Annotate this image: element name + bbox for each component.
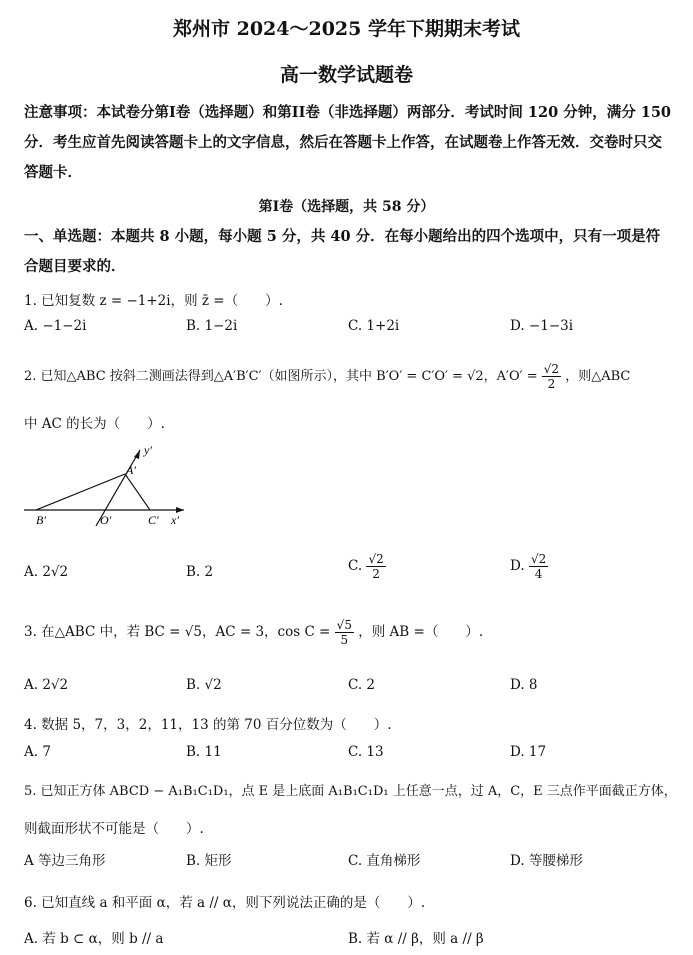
label-a: A′ xyxy=(126,463,136,477)
q2-oblique-figure xyxy=(24,440,194,530)
segment-b-a xyxy=(36,474,125,510)
q2-option-d-den: 4 xyxy=(534,567,543,581)
q3-option-a[interactable]: A. 2√2 xyxy=(24,677,69,693)
exam-title: 郑州市 2024～2025 学年下期期末考试 xyxy=(173,18,520,40)
q1-option-c[interactable]: C. 1+2i xyxy=(348,318,400,334)
q4-option-a[interactable]: A. 7 xyxy=(24,744,51,760)
label-c: C′ xyxy=(148,513,159,527)
label-b: B′ xyxy=(36,513,46,527)
q2-stem-part-a: 2. 已知△ABC 按斜二测画法得到△A′B′C′（如图所示），其中 B′O′ = C′O′ = √2，A′O′ = xyxy=(24,369,538,384)
question-4-stem: 4. 数据 5，7，3，2，11，13 的第 70 百分位数为（ ）. xyxy=(24,717,392,733)
q2-option-d[interactable] xyxy=(510,552,548,581)
q2-stem-part-b: ，则△ABC xyxy=(565,369,631,384)
q6-option-a[interactable]: A. 若 b ⊂ α，则 b // a xyxy=(24,931,164,947)
q3-stem-fraction xyxy=(335,618,354,647)
q3-option-c[interactable]: C. 2 xyxy=(348,677,376,693)
q5-option-c[interactable]: C. 直角梯形 xyxy=(348,853,421,869)
q2-option-c-frac xyxy=(366,552,385,581)
q4-option-c[interactable]: C. 13 xyxy=(348,744,384,760)
question-5-stem: 5. 已知正方体 ABCD − A₁B₁C₁D₁，点 E 是上底面 A₁B₁C₁D₁ 上任意一点，过 A，C，E 三点作平面截正方体， xyxy=(24,784,677,799)
q3-stem-frac-num: √5 xyxy=(336,618,352,632)
q3-stem-frac-den: 5 xyxy=(340,633,349,647)
q1-option-a[interactable]: A. −1−2i xyxy=(24,318,87,334)
q6-option-b[interactable]: B. 若 α // β，则 a // β xyxy=(348,931,484,947)
q5-option-d[interactable]: D. 等腰梯形 xyxy=(510,853,583,869)
question-5-stem-line2: 则截面形状不可能是（ ）. xyxy=(24,821,204,837)
question-1-stem: 1. 已知复数 z = −1+2i，则 z̄ =（ ）. xyxy=(24,293,283,309)
part-heading: 一、单选题：本题共 8 小题，每小题 5 分，共 40 分．在每小题给出的四个选项中，只有一项是符合题目要求的． xyxy=(24,228,661,275)
q2-option-c-num: √2 xyxy=(368,552,384,566)
label-y: y′ xyxy=(144,443,152,457)
exam-subtitle: 高一数学试题卷 xyxy=(279,64,413,86)
q2-option-b[interactable]: B. 2 xyxy=(186,564,214,580)
question-3-stem xyxy=(24,618,483,647)
q3-stem-part-a: 3. 在△ABC 中，若 BC = √5，AC = 3，cos C = xyxy=(24,624,331,640)
q2-option-c-letter: C. xyxy=(348,558,363,574)
q2-option-c[interactable] xyxy=(348,552,386,581)
q1-option-b[interactable]: B. 1−2i xyxy=(186,318,238,334)
q3-stem-part-b: ，则 AB =（ ）. xyxy=(358,624,484,640)
label-x: x′ xyxy=(171,513,179,527)
q2-stem-fraction xyxy=(542,362,561,391)
q2-stem-line2: 中 AC 的长为（ ）. xyxy=(24,416,165,432)
q3-option-d[interactable]: D. 8 xyxy=(510,677,538,693)
q2-option-d-frac xyxy=(529,552,548,581)
section-title: 第I卷（选择题，共 58 分） xyxy=(258,199,435,215)
q5-option-b[interactable]: B. 矩形 xyxy=(186,853,232,869)
notice-text: 注意事项：本试卷分第I卷（选择题）和第II卷（非选择题）两部分．考试时间 120 分钟，满分 150 分．考生应首先阅读答题卡上的文字信息，然后在答题卡上作答，在试题卷上作答无效．交卷时只交答题卡． xyxy=(24,104,672,181)
q2-stem-frac-num: √2 xyxy=(543,362,560,376)
q2-option-c-den: 2 xyxy=(372,567,380,581)
question-6-stem: 6. 已知直线 a 和平面 α，若 a // α，则下列说法正确的是（ ）. xyxy=(24,895,426,911)
q1-option-d[interactable]: D. −1−3i xyxy=(510,318,574,334)
q4-option-b[interactable]: B. 11 xyxy=(186,744,222,760)
q5-option-a[interactable]: A 等边三角形 xyxy=(24,853,106,869)
q2-stem-frac-den: 2 xyxy=(547,377,556,391)
question-2-stem xyxy=(24,362,630,391)
segment-a-c xyxy=(125,474,150,510)
q2-option-d-num: √2 xyxy=(530,552,547,566)
q4-option-d[interactable]: D. 17 xyxy=(510,744,547,760)
q3-option-b[interactable]: B. √2 xyxy=(186,677,222,693)
q2-option-a[interactable]: A. 2√2 xyxy=(24,564,69,580)
q2-option-d-letter: D. xyxy=(510,558,525,574)
label-o: O′ xyxy=(100,513,112,527)
